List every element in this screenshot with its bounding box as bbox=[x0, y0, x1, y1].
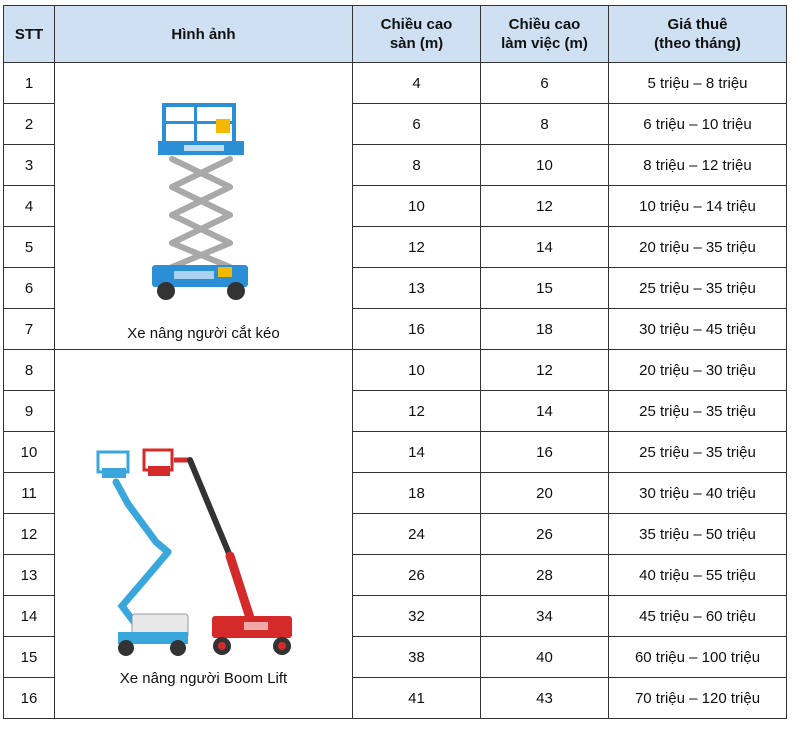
cell-working-height: 16 bbox=[481, 432, 609, 473]
cell-price: 10 triệu – 14 triệu bbox=[609, 186, 787, 227]
header-platform-height bbox=[353, 6, 481, 63]
cell-price: 20 triệu – 30 triệu bbox=[609, 350, 787, 391]
cell-working-height: 26 bbox=[481, 514, 609, 555]
scissor-lift-image bbox=[55, 71, 352, 325]
cell-platform-height: 32 bbox=[353, 596, 481, 637]
cell-price: 45 triệu – 60 triệu bbox=[609, 596, 787, 637]
cell-platform-height: 12 bbox=[353, 391, 481, 432]
header-row bbox=[4, 6, 787, 63]
image-caption: Xe nâng người Boom Lift bbox=[119, 669, 288, 687]
header-platform-height-line2: sàn (m) bbox=[389, 35, 444, 52]
cell-platform-height: 24 bbox=[353, 514, 481, 555]
cell-working-height: 18 bbox=[481, 309, 609, 350]
cell-stt: 10 bbox=[4, 432, 55, 473]
cell-stt: 16 bbox=[4, 678, 55, 719]
cell-price: 25 triệu – 35 triệu bbox=[609, 268, 787, 309]
rental-price-table bbox=[3, 5, 787, 719]
cell-stt: 12 bbox=[4, 514, 55, 555]
cell-working-height: 15 bbox=[481, 268, 609, 309]
header-price-line1: Giá thuê bbox=[667, 16, 728, 33]
header-price-line2: (theo tháng) bbox=[654, 35, 741, 52]
cell-stt: 6 bbox=[4, 268, 55, 309]
boom-lift-image bbox=[55, 382, 352, 670]
cell-price: 20 triệu – 35 triệu bbox=[609, 227, 787, 268]
cell-working-height: 6 bbox=[481, 63, 609, 104]
cell-price: 60 triệu – 100 triệu bbox=[609, 637, 787, 678]
scissor-lift-cell bbox=[55, 63, 353, 350]
cell-working-height: 20 bbox=[481, 473, 609, 514]
cell-stt: 15 bbox=[4, 637, 55, 678]
cell-price: 30 triệu – 40 triệu bbox=[609, 473, 787, 514]
cell-price: 8 triệu – 12 triệu bbox=[609, 145, 787, 186]
cell-stt: 11 bbox=[4, 473, 55, 514]
cell-stt: 14 bbox=[4, 596, 55, 637]
boom-lift-svg bbox=[94, 446, 314, 656]
cell-working-height: 12 bbox=[481, 186, 609, 227]
cell-price: 30 triệu – 45 triệu bbox=[609, 309, 787, 350]
cell-working-height: 43 bbox=[481, 678, 609, 719]
cell-working-height: 12 bbox=[481, 350, 609, 391]
cell-stt: 7 bbox=[4, 309, 55, 350]
header-stt: STT bbox=[4, 6, 55, 63]
boom-lift-cell bbox=[55, 350, 353, 719]
cell-price: 70 triệu – 120 triệu bbox=[609, 678, 787, 719]
cell-platform-height: 10 bbox=[353, 186, 481, 227]
cell-stt: 13 bbox=[4, 555, 55, 596]
cell-platform-height: 10 bbox=[353, 350, 481, 391]
cell-working-height: 28 bbox=[481, 555, 609, 596]
cell-working-height: 8 bbox=[481, 104, 609, 145]
cell-stt: 1 bbox=[4, 63, 55, 104]
header-working-height-line1: Chiều cao bbox=[508, 16, 581, 33]
cell-platform-height: 26 bbox=[353, 555, 481, 596]
cell-platform-height: 18 bbox=[353, 473, 481, 514]
cell-working-height: 10 bbox=[481, 145, 609, 186]
cell-price: 6 triệu – 10 triệu bbox=[609, 104, 787, 145]
header-price bbox=[609, 6, 787, 63]
header-working-height bbox=[481, 6, 609, 63]
table-row bbox=[4, 63, 787, 104]
cell-platform-height: 4 bbox=[353, 63, 481, 104]
cell-platform-height: 14 bbox=[353, 432, 481, 473]
cell-working-height: 14 bbox=[481, 391, 609, 432]
cell-platform-height: 38 bbox=[353, 637, 481, 678]
cell-platform-height: 6 bbox=[353, 104, 481, 145]
table-row bbox=[4, 350, 787, 391]
scissor-lift-svg bbox=[144, 97, 264, 307]
cell-price: 35 triệu – 50 triệu bbox=[609, 514, 787, 555]
cell-price: 25 triệu – 35 triệu bbox=[609, 391, 787, 432]
cell-platform-height: 13 bbox=[353, 268, 481, 309]
cell-stt: 2 bbox=[4, 104, 55, 145]
cell-working-height: 34 bbox=[481, 596, 609, 637]
header-platform-height-line1: Chiều cao bbox=[380, 16, 453, 33]
cell-platform-height: 8 bbox=[353, 145, 481, 186]
header-working-height-line2: làm việc (m) bbox=[501, 35, 588, 52]
cell-stt: 3 bbox=[4, 145, 55, 186]
cell-stt: 5 bbox=[4, 227, 55, 268]
cell-stt: 9 bbox=[4, 391, 55, 432]
cell-price: 40 triệu – 55 triệu bbox=[609, 555, 787, 596]
cell-working-height: 40 bbox=[481, 637, 609, 678]
cell-working-height: 14 bbox=[481, 227, 609, 268]
cell-platform-height: 41 bbox=[353, 678, 481, 719]
cell-price: 5 triệu – 8 triệu bbox=[609, 63, 787, 104]
cell-stt: 4 bbox=[4, 186, 55, 227]
cell-platform-height: 16 bbox=[353, 309, 481, 350]
header-image: Hình ảnh bbox=[55, 6, 353, 63]
image-caption: Xe nâng người cắt kéo bbox=[127, 324, 280, 342]
cell-stt: 8 bbox=[4, 350, 55, 391]
cell-price: 25 triệu – 35 triệu bbox=[609, 432, 787, 473]
cell-platform-height: 12 bbox=[353, 227, 481, 268]
